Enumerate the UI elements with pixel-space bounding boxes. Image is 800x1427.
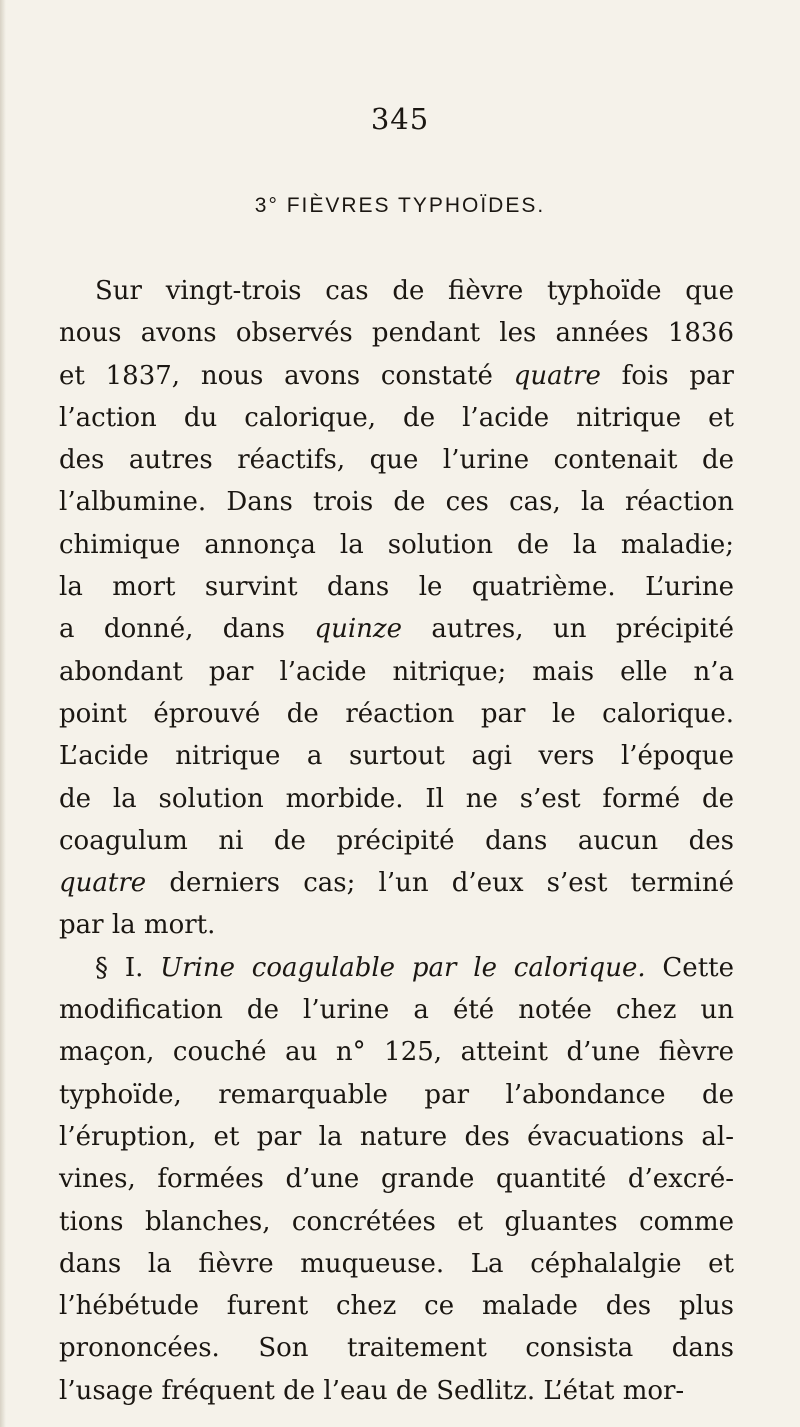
text-line [59, 397, 734, 439]
text-line [59, 1074, 734, 1116]
text-segment: chimique annonça la solution de la maladie; [59, 529, 734, 560]
text-segment: Sur vingt-trois cas de fièvre typhoïde que [95, 276, 734, 306]
text-line [59, 1370, 734, 1412]
text-line [59, 1243, 734, 1285]
text-segment: et 1837, nous avons constaté [59, 360, 514, 391]
text-line [59, 439, 734, 481]
text-line [59, 693, 734, 735]
text-line [59, 1201, 734, 1243]
text-segment: de la solution morbide. Il ne s’est formé de [59, 783, 734, 814]
text-line [59, 1327, 734, 1369]
text-line [59, 778, 734, 820]
text-line [59, 735, 734, 777]
text-segment: l’albumine. Dans trois de ces cas, la réaction [59, 487, 734, 518]
text-line [59, 947, 734, 989]
text-line [59, 355, 734, 397]
text-line [59, 481, 734, 523]
text-segment: l’éruption, et par la nature des évacuations al- [59, 1121, 734, 1152]
text-segment: coagulum ni de précipité dans aucun des [59, 825, 734, 856]
text-segment: Cette [645, 952, 734, 983]
text-segment: typhoïde, remarquable par l’abondance de [59, 1079, 734, 1110]
text-line [59, 651, 734, 693]
section-heading: 3° FIÈVRES TYPHOÏDES. [254, 194, 546, 217]
page-number: 345 [370, 102, 430, 136]
text-segment: point éprouvé de réaction par le calorique. [59, 698, 734, 729]
text-segment: derniers cas; l’un d’eux s’est terminé [146, 868, 734, 899]
text-segment: tions blanches, concrétées et gluantes comme [59, 1206, 734, 1237]
text-line [59, 1158, 734, 1200]
text-line [59, 312, 734, 354]
text-line [59, 820, 734, 862]
text-segment: prononcées. Son traitement consista dans [59, 1333, 734, 1364]
text-line [59, 270, 734, 312]
body-text [59, 270, 734, 1412]
text-line [59, 989, 734, 1031]
text-line [59, 608, 734, 650]
text-segment: a donné, dans [59, 614, 315, 645]
text-line [59, 566, 734, 608]
text-line [59, 862, 734, 904]
text-segment: vines, formées d’une grande quantité d’excré- [59, 1164, 734, 1195]
text-segment: la mort survint dans le quatrième. L’urine [59, 572, 734, 603]
text-segment: l’action du calorique, de l’acide nitrique et [59, 402, 734, 433]
text-line [59, 1031, 734, 1073]
text-segment: L’acide nitrique a surtout agi vers l’époque [59, 741, 734, 772]
text-line [59, 524, 734, 566]
text-segment: nous avons observés pendant les années 1836 [59, 318, 734, 349]
text-segment: autres, un précipité [402, 614, 735, 645]
text-line [59, 904, 734, 946]
text-segment: modification de l’urine a été notée chez un [59, 995, 734, 1026]
text-segment: abondant par l’acide nitrique; mais elle n’a [59, 656, 734, 687]
text-segment: l’hébétude furent chez ce malade des plus [59, 1291, 734, 1322]
text-segment: dans la fièvre muqueuse. La céphalalgie et [59, 1248, 734, 1279]
italic-text: quatre [59, 868, 147, 899]
text-segment: par la mort. [59, 910, 216, 941]
italic-text: quinze [314, 614, 402, 645]
text-line [59, 1116, 734, 1158]
text-segment: des autres réactifs, que l’urine contenait de [59, 445, 734, 476]
text-segment: maçon, couché au n° 125, atteint d’une fièvre [59, 1037, 734, 1068]
italic-text: quatre [513, 360, 601, 391]
italic-text: Urine coagulable par le calorique. [160, 952, 646, 983]
text-segment: l’usage fréquent de l’eau de Sedlitz. L’état mor- [59, 1375, 685, 1406]
text-segment: fois par [600, 360, 734, 391]
text-line [59, 1285, 734, 1327]
text-segment: § I. [95, 952, 161, 983]
